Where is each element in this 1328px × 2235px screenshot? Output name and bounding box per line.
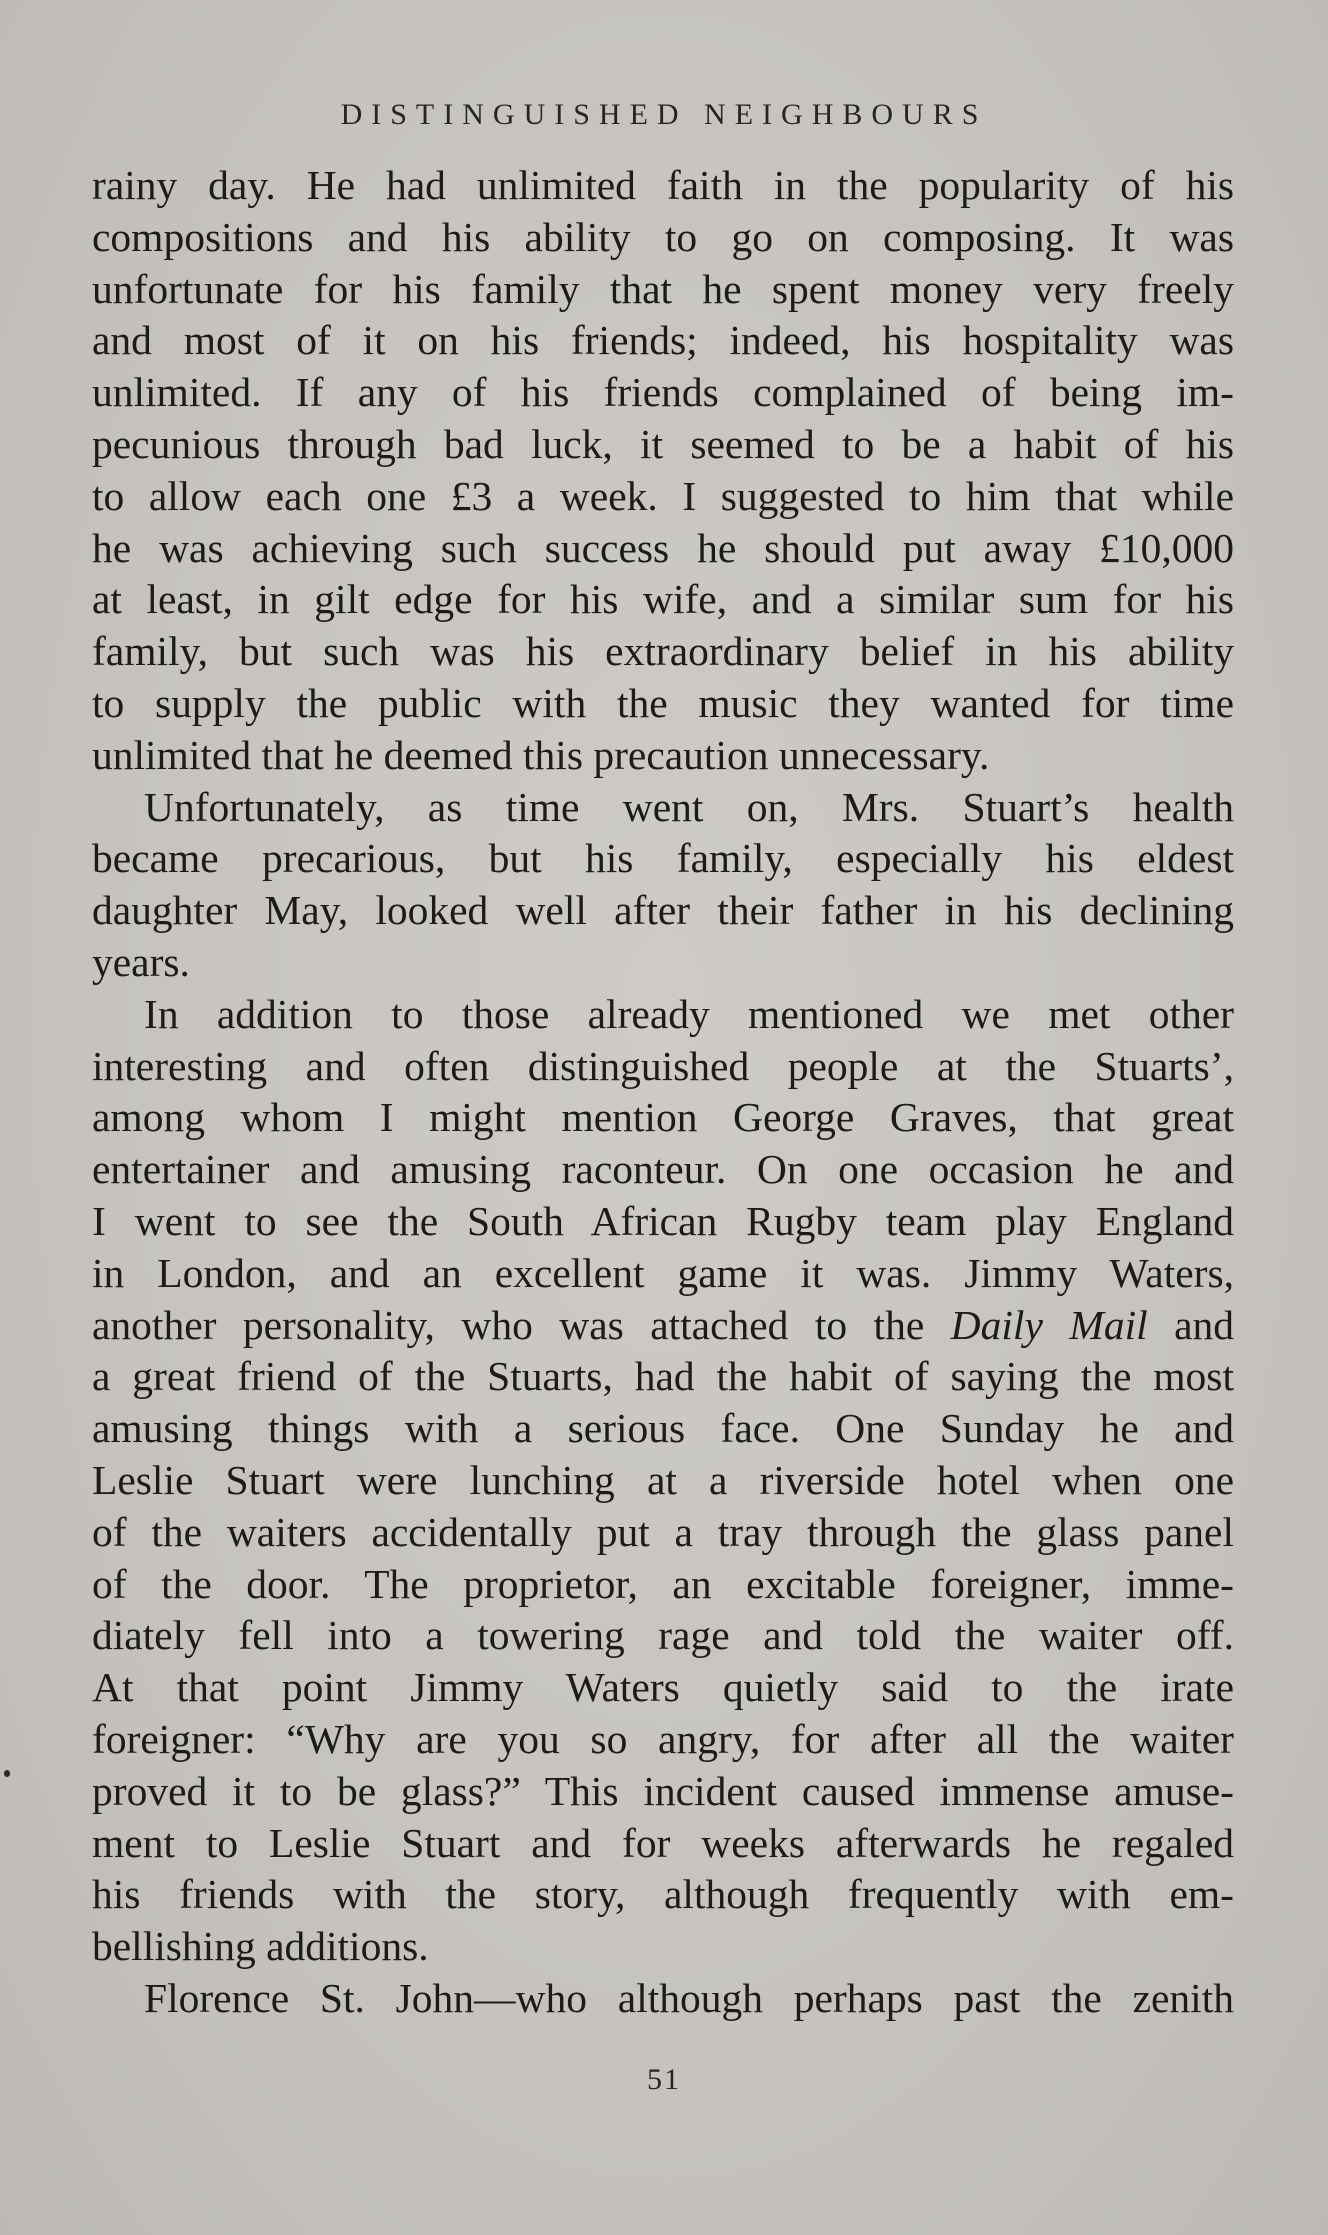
- text-line: to supply the public with the music they wanted for time: [92, 679, 1234, 726]
- text-line: unlimited. If any of his friends complained of being im-: [92, 369, 1234, 416]
- text-line: and most of it on his friends; indeed, his hospitality was: [92, 317, 1234, 364]
- text-line: interesting and often distinguished people at the Stuarts’,: [92, 1042, 1234, 1089]
- text-line: rainy day. He had unlimited faith in the popularity of his: [92, 162, 1234, 208]
- text-line: Leslie Stuart were lunching at a riverside hotel when one: [92, 1456, 1234, 1503]
- text-line: compositions and his ability to go on composing. It was: [92, 213, 1234, 260]
- text-line: pecunious through bad luck, it seemed to be a habit of his: [92, 420, 1234, 467]
- page-number: 51: [647, 2063, 681, 2096]
- text-line: amusing things with a serious face. One Sunday he and: [92, 1405, 1234, 1452]
- text-line: became precarious, but his family, especially his eldest: [92, 835, 1234, 882]
- text-line: bellishing additions.: [92, 1923, 429, 1970]
- text-line: to allow each one £3 a week. I suggested to him that while: [92, 472, 1234, 519]
- text-line: family, but such was his extraordinary belief in his ability: [92, 628, 1234, 675]
- text-line: At that point Jimmy Waters quietly said to the irate: [92, 1664, 1234, 1711]
- text-line: his friends with the story, although frequently with em-: [92, 1871, 1234, 1918]
- text-line: of the door. The proprietor, an excitable foreigner, imme-: [92, 1560, 1234, 1607]
- text-line: unlimited that he deemed this precaution unnecessary.: [92, 731, 990, 778]
- text-line: daughter May, looked well after their father in his declining: [92, 887, 1234, 934]
- italic-title: Daily Mail: [950, 1301, 1148, 1348]
- text-line: he was achieving such success he should put away £10,000: [92, 524, 1234, 571]
- text-line: In addition to those already mentioned we met other: [144, 990, 1234, 1037]
- text-line: years.: [92, 938, 190, 985]
- text-line: in London, and an excellent game it was. Jimmy Waters,: [92, 1249, 1234, 1296]
- text-line: Unfortunately, as time went on, Mrs. Stuart’s health: [144, 783, 1234, 830]
- text-line: I went to see the South African Rugby team play England: [92, 1197, 1234, 1244]
- text-line: unfortunate for his family that he spent money very freely: [92, 265, 1234, 312]
- body-text: [92, 160, 1234, 2025]
- text-line: at least, in gilt edge for his wife, and a similar sum for his: [92, 576, 1234, 623]
- text-segment: and: [1147, 1301, 1235, 1348]
- text-line-mixed: [92, 1300, 1234, 1352]
- text-line: among whom I might mention George Graves, that great: [92, 1094, 1234, 1141]
- text-line: diately fell into a towering rage and told the waiter off.: [92, 1612, 1234, 1659]
- ink-speck: [4, 1770, 10, 1777]
- text-line: foreigner: “Why are you so angry, for after all the waiter: [92, 1715, 1234, 1762]
- text-segment: another personality, who was attached to the: [92, 1301, 925, 1348]
- text-line: entertainer and amusing raconteur. On one occasion he and: [92, 1146, 1234, 1193]
- text-line: proved it to be glass?” This incident caused immense amuse-: [92, 1767, 1234, 1814]
- text-line: of the waiters accidentally put a tray through the glass panel: [92, 1508, 1234, 1555]
- running-head: DISTINGUISHED NEIGHBOURS: [340, 98, 988, 131]
- text-line: a great friend of the Stuarts, had the habit of saying the most: [92, 1353, 1234, 1400]
- text-line: Florence St. John—who although perhaps past the zenith: [144, 1974, 1234, 2021]
- text-line: ment to Leslie Stuart and for weeks afterwards he regaled: [92, 1819, 1234, 1866]
